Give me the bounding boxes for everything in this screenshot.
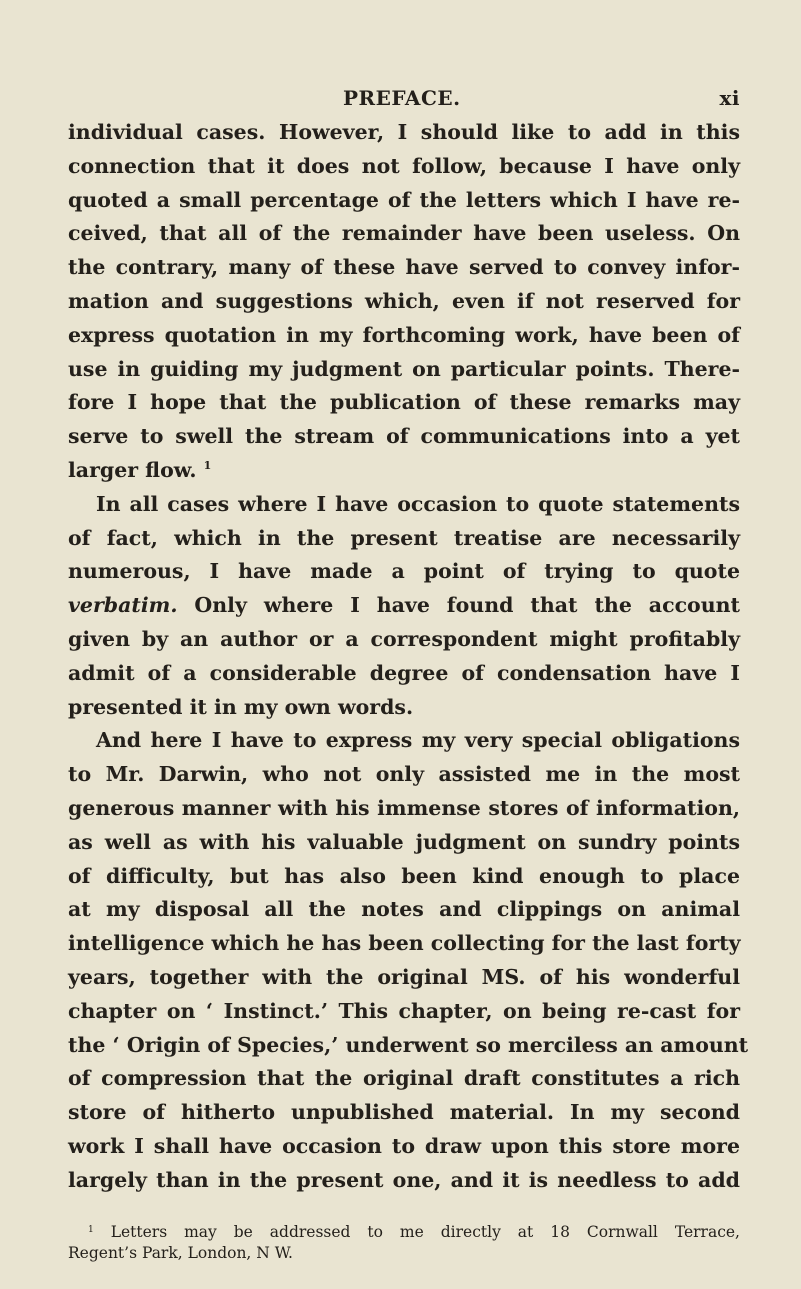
page-number: xi (719, 86, 740, 110)
text-line (68, 454, 740, 488)
text-line: In all cases where I have occasion to quote statements (96, 491, 740, 516)
body-text (68, 116, 749, 1198)
footnote-reference: 1 (203, 458, 212, 472)
text-line: largely than in the present one, and it is needless to add (68, 1167, 740, 1192)
text-line: of compression that the original draft constitutes a rich (68, 1066, 740, 1091)
text-line: the contrary, many of these have served to convey infor- (68, 255, 740, 280)
text-line: years, together with the original MS. of his wonderful (68, 964, 740, 989)
text-line: at my disposal all the notes and clippings on animal (68, 897, 740, 922)
text-line: admit of a considerable degree of condensation have I (68, 660, 740, 685)
text-line: serve to swell the stream of communications into a yet (68, 424, 740, 449)
footnote-line (68, 1222, 740, 1243)
text-line: intelligence which he has been collecting for the last forty (68, 931, 741, 956)
text-line: use in guiding my judgment on particular points. There- (68, 356, 740, 381)
text-line: quoted a small percentage of the letters which I have re- (68, 187, 740, 212)
italic-text: verbatim. (68, 593, 178, 618)
footnote-marker: 1 (88, 1225, 94, 1235)
text-line: connection that it does not follow, because I have only (68, 153, 740, 178)
text-line: the ‘ Origin of Species,’ underwent so merciless an amount (68, 1032, 749, 1057)
text-line: chapter on ‘ Instinct.’ This chapter, on being re-cast for (68, 998, 740, 1023)
footnote-text: Letters may be addressed to me directly at 18 Cornwall Terrace, (110, 1223, 740, 1241)
text-line: generous manner with his immense stores of information, (68, 795, 740, 820)
text-line: of difficulty, but has also been kind enough to place (68, 863, 740, 888)
footnote (68, 1222, 740, 1264)
running-header (68, 86, 740, 116)
text-line: presented it in my own words. (68, 694, 414, 719)
text-line: ceived, that all of the remainder have been useless. On (68, 221, 740, 246)
line-text: Only where I have found that the account (194, 593, 741, 618)
text-line (68, 589, 740, 623)
text-line: fore I hope that the publication of these remarks may (68, 390, 740, 415)
text-line: given by an author or a correspondent might profitably (68, 626, 740, 651)
line-text: larger flow. (68, 457, 197, 482)
text-line: of fact, which in the present treatise are necessarily (68, 525, 740, 550)
text-line: work I shall have occasion to draw upon this store more (68, 1133, 740, 1158)
text-line: express quotation in my forthcoming work, have been of (68, 322, 740, 347)
running-title: PREFACE. (343, 86, 461, 110)
text-line: as well as with his valuable judgment on sundry points (68, 829, 740, 854)
text-line: store of hitherto unpublished material. In my second (68, 1100, 740, 1125)
text-line: numerous, I have made a point of trying to quote (68, 559, 740, 584)
text-line: to Mr. Darwin, who not only assisted me in the most (68, 762, 740, 787)
footnote-line: Regent’s Park, London, N W. (68, 1244, 293, 1262)
text-line: individual cases. However, I should like to add in this (68, 120, 740, 144)
text-line: And here I have to express my very special obligations (96, 728, 740, 753)
text-line: mation and suggestions which, even if not reserved for (68, 288, 740, 313)
